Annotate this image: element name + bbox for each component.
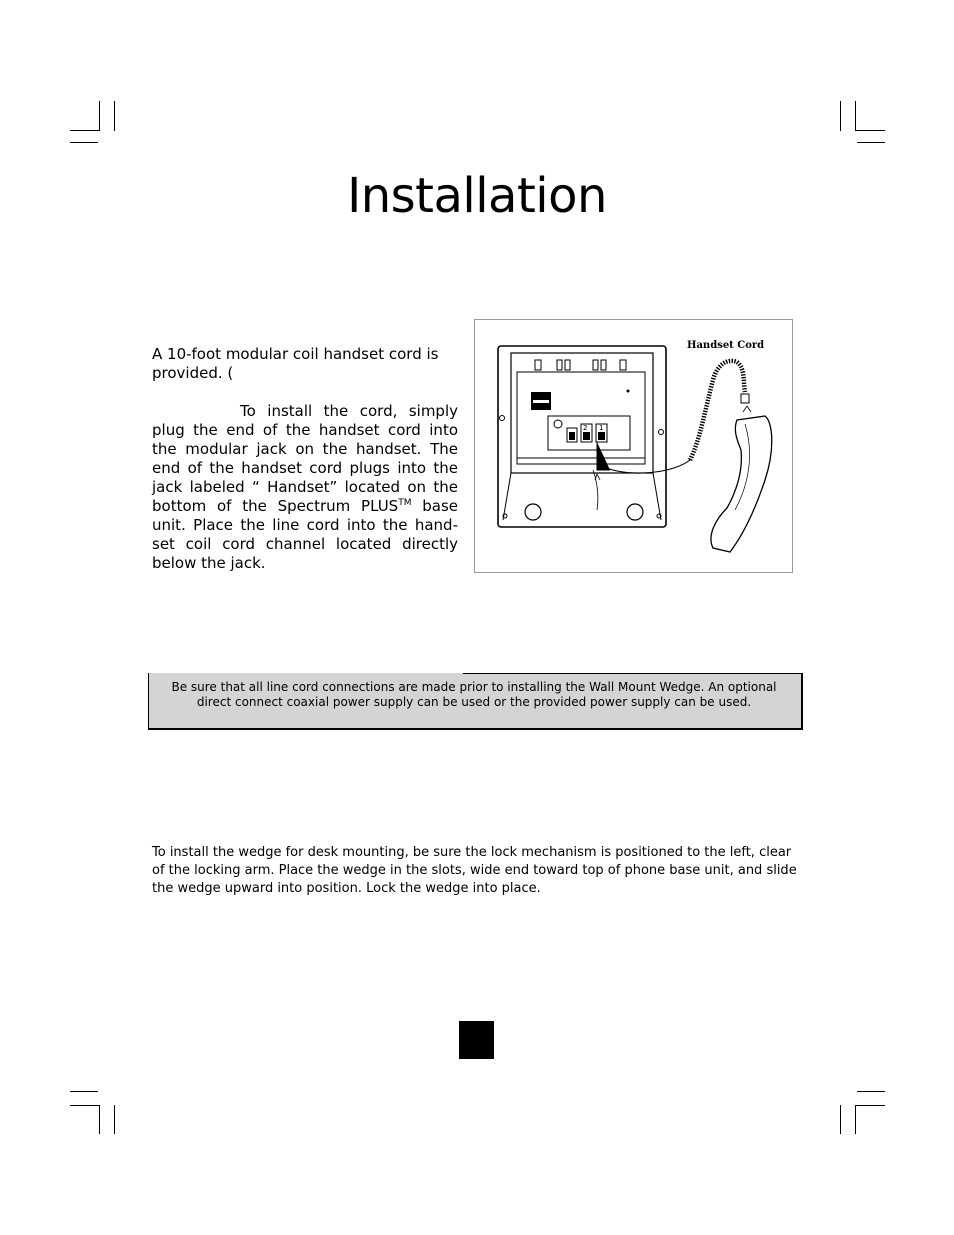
crop-mark [99,1105,100,1134]
crop-mark [855,101,856,131]
crop-mark [70,1105,100,1106]
wedge-paragraph: To install the wedge for desk mounting, be sure the lock mechanism is positioned to the left, clear of the locking arm. Place the wedge in the slots, wide end toward top of phone base unit, and slide the wedge upward into position. Lock the wedge into place. [152,845,797,896]
crop-mark [114,101,115,131]
crop-mark [114,1105,115,1134]
instruction-text [152,402,458,573]
instruction-part-4: base unit. Place the line cord into the hand-set coil cord channel located directly below the jack. [152,497,458,572]
phone-base-handset-illustration [475,320,792,572]
page-number-box [459,1021,494,1059]
note-box [148,673,803,730]
crop-mark [857,1091,885,1092]
crop-mark [99,101,100,131]
crop-mark [855,1105,885,1106]
figure-label: Handset Cord [687,340,765,351]
svg-text:1: 1 [599,424,604,432]
instruction-part-1: To install the cord, simply plug the [152,402,458,439]
crop-mark [70,1091,98,1092]
crop-mark [840,1105,841,1134]
note-text: Be sure that all line cord connections are made prior to installing the Wall Mount Wedge. An optional direct connect coaxial power supply can be used or the provided power supply can be used. [171,680,777,709]
crop-mark [857,142,885,143]
svg-text:2: 2 [583,424,588,432]
crop-mark [855,130,885,131]
intro-text: A 10-foot modular coil handset cord is provided. ( [152,345,439,382]
crop-mark [840,101,841,131]
trademark-mark: TM [398,498,412,508]
instruction-part-3: end of the handset cord plugs into the jack labeled “ Handset” located on the bottom of the Spectrum PLUS [152,459,458,515]
page-title: Installation [347,168,607,224]
handset-cord-paragraph [152,345,458,573]
crop-mark [70,130,100,131]
instruction-part-2: end of the handset cord into the modular jack on the handset. The [152,421,458,458]
crop-mark [855,1105,856,1134]
crop-mark [70,142,98,143]
handset-cord-figure [474,319,793,573]
